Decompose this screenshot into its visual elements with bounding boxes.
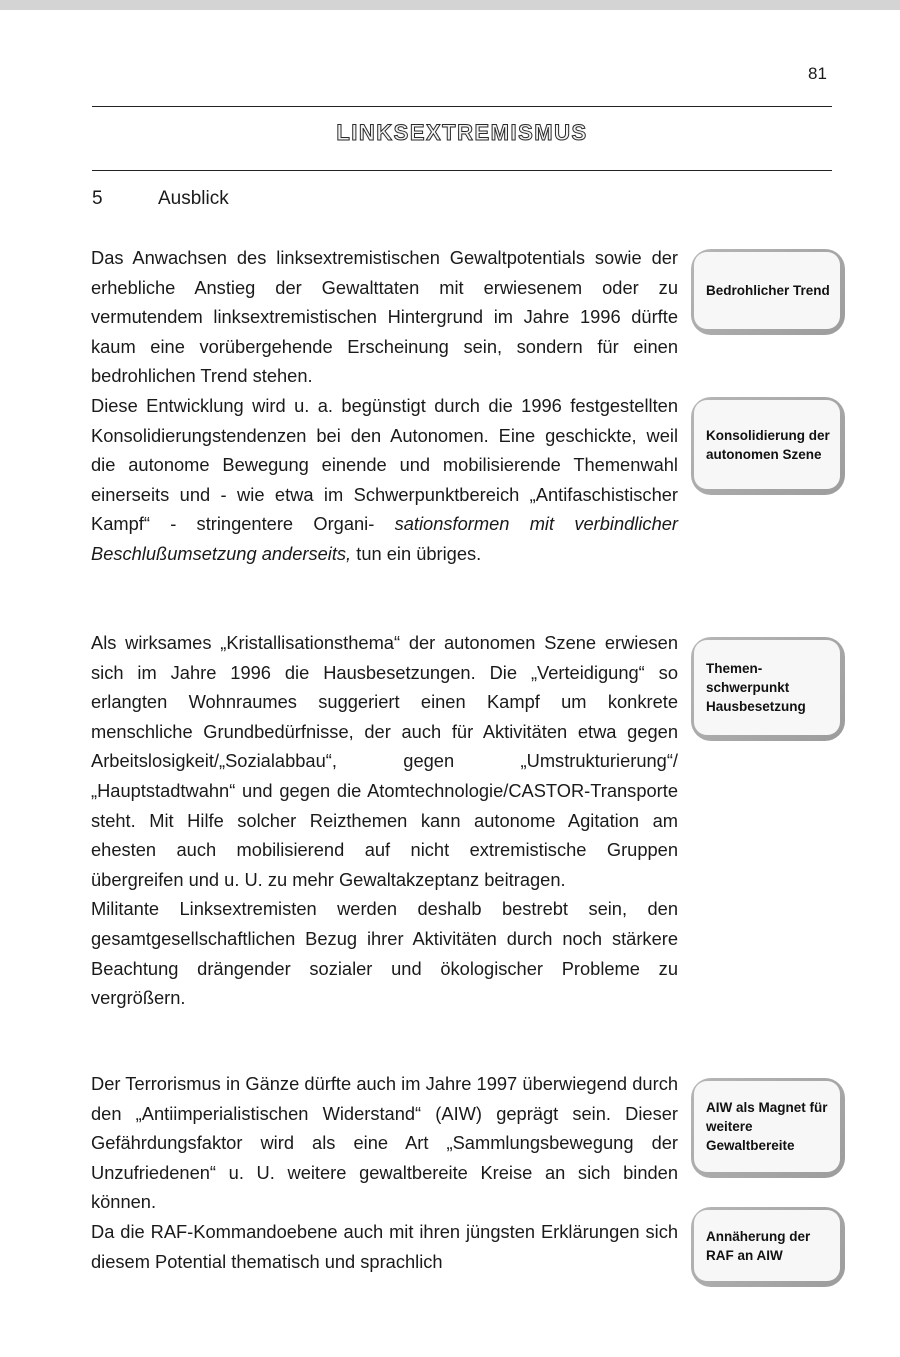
paragraph-1 [91,243,678,569]
section-heading [92,188,229,210]
header-rule-top [92,106,832,107]
header-title: LINKSEXTREMISMUS [336,120,588,145]
margin-note-aiw-magnet [691,1078,845,1178]
section-number: 5 [92,188,103,209]
paragraph-1-text: Das Anwachsen des linksextremistischen Gewaltpotentials sowie der erhebliche Anstieg der Gewalttaten mit erwiesenem oder zu vermutendem linksextremistischen Hintergrund im Jahre 1996 dürfte kaum eine vorübergehende Erscheinung sein, sondern für einen bedrohlichen Trend stehen. [91,247,678,387]
paragraph-5 [91,1069,678,1276]
margin-note-konsolidierung [691,397,845,495]
page-number: 81 [808,64,827,83]
paragraph-4-text: Militante Linksextremisten werden deshalb bestrebt sein, den gesamtgesellschaftlichen Bezug ihrer Aktivitäten durch noch stärkere Beachtung drängender sozialer und ökologischer Probleme zu vergrößern. [91,898,678,1009]
paragraph-5-text: Der Terrorismus in Gänze dürfte auch im Jahre 1997 überwiegend durch den „Antiimperialistischen Widerstand“ (AIW) geprägt sein. Dieser Gefährdungsfaktor wird als eine Art „Sammlungsbewegung der Unzufriedenen“ u. U. weitere gewaltbereite Kreise an sich binden können. [91,1073,678,1213]
margin-note-text: Konsolidierung der autonomen Szene [694,400,840,489]
paragraph-3-text: Als wirksames „Kristallisationsthema“ der autonomen Szene erwiesen sich im Jahre 1996 die Hausbesetzungen. Die „Verteidigung“ so erlangten Wohnraumes suggeriert einen Kampf um konkrete menschliche Grundbedürfnisse, der auch für Aktivitäten etwa gegen Arbeitslosigkeit/„Sozialabbau“, gegen „Umstrukturierung“/„Hauptstadtwahn“ und gegen die Atomtechnologie/CASTOR-Transporte steht. Mit Hilfe solcher Reizthemen kann autonome Agitation am ehesten auch mobilisierend auf nicht extremistische Gruppen übergreifen und u. U. zu mehr Gewaltakzeptanz beitragen. [91,632,678,890]
paragraph-2-italic: sationsformen mit verbindlicher Beschlußumsetzung anderseits, [91,513,678,564]
paragraph-3 [91,628,678,1013]
margin-note-text: Bedrohlicher Trend [694,252,840,329]
section-title: Ausblick [158,188,229,209]
paragraph-2-end: tun ein übriges. [356,542,482,564]
header-rule-bottom [92,170,832,171]
margin-note-text: Themen-schwerpunkt Hausbesetzung [694,640,840,735]
scan-top-edge [0,0,900,10]
paragraph-2-text [91,391,678,569]
margin-note-text: Annäherung der RAF an AIW [694,1210,840,1281]
margin-note-bedrohlicher-trend [691,249,845,335]
margin-note-hausbesetzung [691,637,845,741]
margin-note-text: AIW als Magnet für weitere Gewaltbereite [694,1081,840,1172]
margin-note-raf-annaeherung [691,1207,845,1287]
paragraph-6-text: Da die RAF-Kommandoebene auch mit ihren jüngsten Erklärungen sich diesem Potential thematisch und sprachlich [91,1220,678,1272]
paragraph-2-start: Diese Entwicklung wird u. a. begünstigt durch die 1996 festgestellten Konsolidierungstendenzen bei den Autonomen. Eine geschickte, weil die autonome Bewegung einende und mobilisierende Themenwahl einerseits und - wie etwa im Schwerpunktbereich „Antifaschistischer Kampf“ - stringentere Organi- [91,394,678,535]
